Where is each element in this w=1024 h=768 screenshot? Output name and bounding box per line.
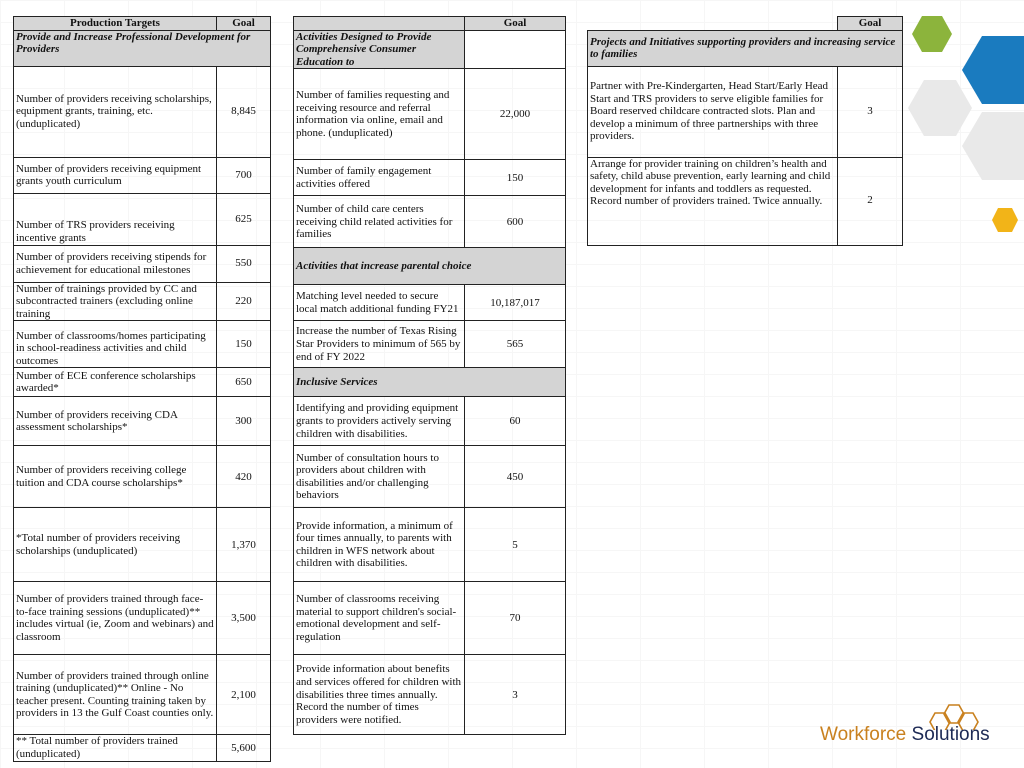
table-row-goal: 450 — [465, 446, 566, 508]
column-header-goal: Goal — [217, 17, 271, 31]
table-row-desc: Number of providers receiving stipends for achievement for educational milestones — [14, 245, 217, 282]
table-row-desc: Number of providers receiving equipment grants youth curriculum — [14, 157, 217, 193]
table-row-goal: 300 — [217, 397, 271, 446]
table-row-desc: Identifying and providing equipment grants to providers actively serving children with disabilities. — [294, 397, 465, 446]
table-row-desc: Number of providers trained through online training (unduplicated)** Online - No teacher present. Counting training taken by providers in 13 the Gulf Coast counties only. — [14, 655, 217, 735]
table-row-goal: 150 — [217, 321, 271, 368]
blue-hexagon — [962, 36, 1024, 104]
section-heading: Inclusive Services — [294, 368, 566, 397]
section-heading: Activities Designed to Provide Comprehensive Consumer Education to — [294, 30, 465, 69]
table-row-goal: 700 — [217, 157, 271, 193]
section-goal-cell — [465, 30, 566, 69]
logo-word-solutions: Solutions — [911, 724, 990, 745]
table-row-goal: 150 — [465, 160, 566, 196]
green-hexagon — [912, 16, 952, 52]
table-row-goal: 5,600 — [217, 735, 271, 761]
table-row-desc: Number of providers receiving CDA assessment scholarships* — [14, 397, 217, 446]
table-row-desc: Number of TRS providers receiving incentive grants — [14, 193, 217, 245]
table-row-desc: Increase the number of Texas Rising Star Providers to minimum of 565 by end of FY 2022 — [294, 321, 465, 368]
table-row-goal: 1,370 — [217, 508, 271, 582]
table-row-goal: 565 — [465, 321, 566, 368]
table-row-goal: 650 — [217, 368, 271, 397]
table-row-desc: Provide information, a minimum of four times annually, to parents with children in WFS network about children with disabilities. — [294, 508, 465, 582]
table-row-desc: Number of family engagement activities offered — [294, 160, 465, 196]
table-row-desc: Partner with Pre-Kindergarten, Head Start/Early Head Start and TRS providers to serve eligible families for Board reserved childcare contracted slots. Plan and develop a minimum of three partnerships with three providers. — [588, 66, 838, 157]
table-row-desc: *Total number of providers receiving scholarships (unduplicated) — [14, 508, 217, 582]
table-row-goal: 600 — [465, 196, 566, 248]
table-row-desc: Matching level needed to secure local match additional funding FY21 — [294, 285, 465, 321]
table-row-goal: 2 — [838, 157, 903, 245]
logo-word-workforce: Workforce — [820, 724, 907, 745]
table-row-desc: Arrange for provider training on children’s health and safety, child abuse prevention, early learning and child development for infants and toddlers as requested. Record number of providers trained. Twice annually. — [588, 157, 838, 245]
table-row-desc: Number of consultation hours to providers about children with disabilities and/or challenging behaviors — [294, 446, 465, 508]
table-row-desc: Number of families requesting and receiving resource and referral information via online, email and phone. (unduplicated) — [294, 69, 465, 160]
table-row-goal: 550 — [217, 245, 271, 282]
table-row-desc: ** Total number of providers trained (unduplicated) — [14, 735, 217, 761]
table-row-goal: 625 — [217, 193, 271, 245]
table-row-goal: 8,845 — [217, 66, 271, 157]
table-row-goal: 2,100 — [217, 655, 271, 735]
column-header-production-targets: Production Targets — [14, 17, 217, 31]
table-row-desc: Number of classrooms/homes participating in school-readiness activities and child outcomes — [14, 321, 217, 368]
table-row-goal: 70 — [465, 582, 566, 655]
table-row-goal: 5 — [465, 508, 566, 582]
table-row-desc: Number of providers trained through face-to-face training sessions (unduplicated)** includes virtual (ie, Zoom and webinars) and classroom — [14, 582, 217, 655]
table-row-goal: 3,500 — [217, 582, 271, 655]
section-heading: Provide and Increase Professional Development for Providers — [14, 30, 271, 66]
section-heading: Activities that increase parental choice — [294, 248, 566, 285]
table-row-desc: Number of providers receiving scholarships, equipment grants, training, etc. (unduplicated) — [14, 66, 217, 157]
projects-initiatives-table — [587, 16, 903, 246]
table-row-desc: Number of providers receiving college tuition and CDA course scholarships* — [14, 446, 217, 508]
table-row-desc: Provide information about benefits and services offered for children with disabilities three times annually. Record the number of times providers were notified. — [294, 655, 465, 735]
table-row-desc: Number of classrooms receiving material to support children's social-emotional development and self-regulation — [294, 582, 465, 655]
column-header-activities — [294, 17, 465, 31]
table-row-goal: 420 — [217, 446, 271, 508]
consumer-education-table — [293, 16, 566, 735]
table-row-desc: Number of trainings provided by CC and subcontracted trainers (excluding online training — [14, 282, 217, 321]
section-heading: Projects and Initiatives supporting providers and increasing service to families — [588, 30, 903, 66]
gray-hexagon-left — [908, 80, 972, 136]
decorative-hexagons — [900, 8, 1024, 238]
table-row-goal: 220 — [217, 282, 271, 321]
table-row-goal: 60 — [465, 397, 566, 446]
table-row-desc: Number of child care centers receiving child related activities for families — [294, 196, 465, 248]
column-header-projects — [588, 17, 838, 31]
production-targets-table — [13, 16, 271, 762]
table-row-goal: 3 — [465, 655, 566, 735]
table-row-desc: Number of ECE conference scholarships awarded* — [14, 368, 217, 397]
column-header-goal: Goal — [838, 17, 903, 31]
table-row-goal: 22,000 — [465, 69, 566, 160]
table-row-goal: 10,187,017 — [465, 285, 566, 321]
workforce-solutions-logo — [820, 724, 990, 746]
gray-hexagon-right — [962, 112, 1024, 180]
column-header-goal: Goal — [465, 17, 566, 31]
yellow-hexagon — [992, 208, 1018, 232]
table-row-goal: 3 — [838, 66, 903, 157]
